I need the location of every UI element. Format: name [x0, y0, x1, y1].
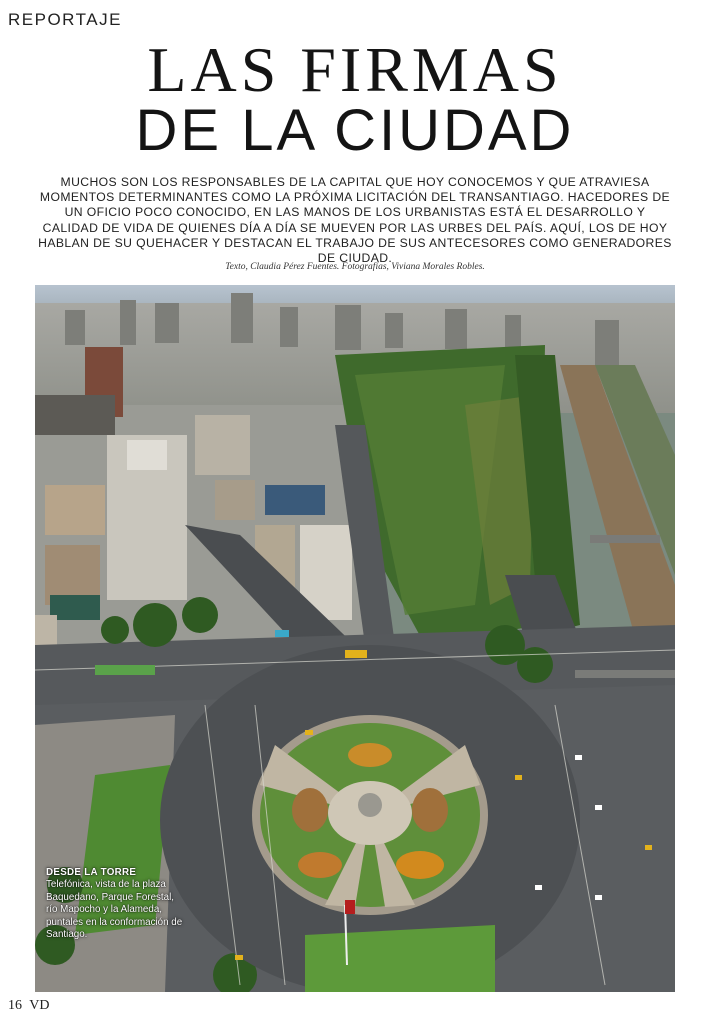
magazine-name: VD [29, 998, 50, 1013]
lead-paragraph: MUCHOS SON LOS RESPONSABLES DE LA CAPITAL QUE HOY CONOCEMOS Y QUE ATRAVIESA MOMENTOS DETERMINANTES COMO LA PRÓXIMA LICITACIÓN DEL TRANSANTIAGO. HACEDORES DE UN OFICIO POCO CONOCIDO, EN LAS MANOS DE LOS URBANISTAS ESTÁ EL DESARROLLO Y CALIDAD DE VIDA DE QUIENES DÍA A DÍA SE MUEVEN POR LAS URBES DEL PAÍS. AQUÍ, LOS DE HOY HABLAN DE SU QUEHACER Y DESTACAN EL TRABAJO DE SUS ANTECESORES COMO GENERADORES DE CIUDAD. [38, 175, 672, 266]
headline-line-1: LAS FIRMAS [147, 34, 563, 105]
caption-heading: DESDE LA TORRE [46, 867, 137, 878]
section-label: REPORTAJE [8, 10, 122, 29]
photo-caption [46, 867, 186, 941]
headline-line-2: DE LA CIUDAD [135, 98, 575, 163]
page-footer [8, 998, 49, 1014]
caption-body: Telefónica, vista de la plaza Baquedano, Parque Forestal, río Mapocho y la Alameda, puntales en la conformación de Santiago. [46, 879, 183, 941]
credits-line: Texto, Claudia Pérez Fuentes. Fotografías, Viviana Morales Robles. [225, 262, 485, 272]
page-number: 16 [8, 998, 22, 1013]
